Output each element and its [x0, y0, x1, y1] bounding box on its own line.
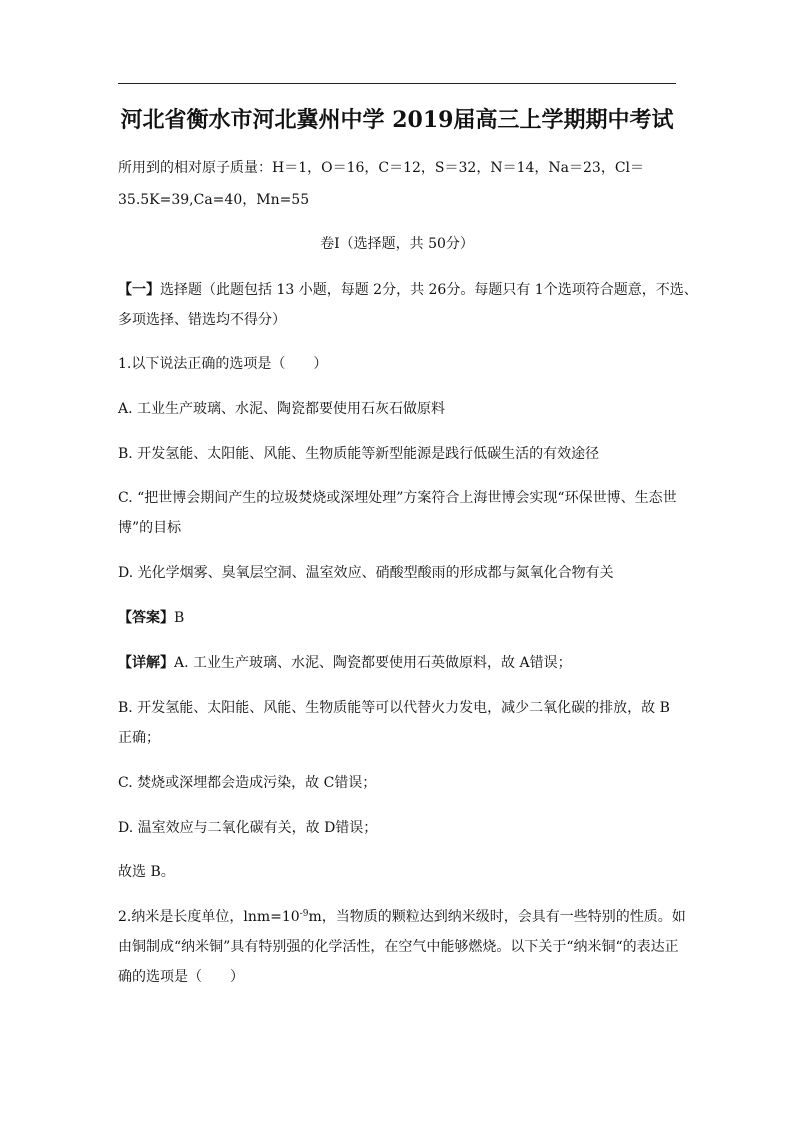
answer-label: 【答案】	[118, 610, 174, 626]
answer-value: B	[174, 610, 185, 626]
section-instructions-line-1	[118, 280, 698, 300]
atomic-mass-line-1: 所用到的相对原子质量：H＝1，O＝16，C＝12，S＝32，N＝14，Na＝23，Cl＝	[118, 160, 645, 176]
question-1-detail-c: C. 焚烧或深埋都会造成污染，故 C错误；	[118, 775, 377, 791]
q2-line1-post: m，当物质的颗粒达到纳米级时，会具有一些特别的性质。如	[308, 909, 686, 925]
q2-line1-pre: 2.纳米是长度单位，lnm=10	[118, 909, 300, 925]
question-1-detail-b-line-1: B. 开发氢能、太阳能、风能、生物质能等可以代替火力发电，减少二氧化碳的排放，故 B	[118, 700, 670, 716]
detail-a-text: A. 工业生产玻璃、水泥、陶瓷都要使用石英做原料，故 A错误；	[174, 655, 572, 671]
page-title: 河北省衡水市河北冀州中学 2019届高三上学期期中考试	[120, 107, 674, 133]
section-label: 【一】	[118, 282, 160, 298]
question-2-line-2: 由铜制成“纳米铜”具有特别强的化学活性，在空气中能够燃烧。以下关于“纳米铜“的表达正	[118, 939, 679, 955]
question-1-detail-d: D. 温室效应与二氧化碳有关，故 D错误；	[118, 820, 378, 836]
header-rule	[118, 83, 676, 84]
question-1-detail-a	[118, 653, 572, 673]
volume-heading: 卷Ⅰ（选择题，共 50分）	[320, 236, 474, 252]
question-1-option-b: B. 开发氢能、太阳能、风能、生物质能等新型能源是践行低碳生活的有效途径	[118, 446, 600, 462]
question-1-conclusion: 故选 B。	[118, 864, 175, 880]
question-2-line-1	[118, 907, 686, 927]
section-text: 选择题（此题包括 13 小题，每题 2分，共 26分。每题只有 1个选项符合题意，不选、	[160, 282, 698, 298]
question-1-stem: 1.以下说法正确的选项是（ ）	[118, 356, 328, 372]
question-2-line-3: 确的选项是（ ）	[118, 969, 244, 985]
question-1-option-a: A. 工业生产玻璃、水泥、陶瓷都要使用石灰石做原料	[118, 401, 446, 417]
section-instructions-line-2: 多项选择、错选均不得分）	[118, 312, 286, 328]
question-1-answer	[118, 608, 184, 628]
question-1-option-c-line-1: C. “把世博会期间产生的垃圾焚烧或深埋处理”方案符合上海世博会实现“环保世博、生态世	[118, 490, 677, 506]
q2-exponent: -9	[299, 909, 309, 919]
atomic-mass-line-2: 35.5K=39,Ca=40，Mn=55	[118, 192, 310, 208]
question-1-detail-b-line-2: 正确；	[118, 730, 160, 746]
question-1-option-c-line-2: 博”的目标	[118, 520, 182, 536]
question-1-option-d: D. 光化学烟雾、臭氧层空洞、温室效应、硝酸型酸雨的形成都与氮氧化合物有关	[118, 565, 614, 581]
detail-label: 【详解】	[118, 655, 174, 671]
